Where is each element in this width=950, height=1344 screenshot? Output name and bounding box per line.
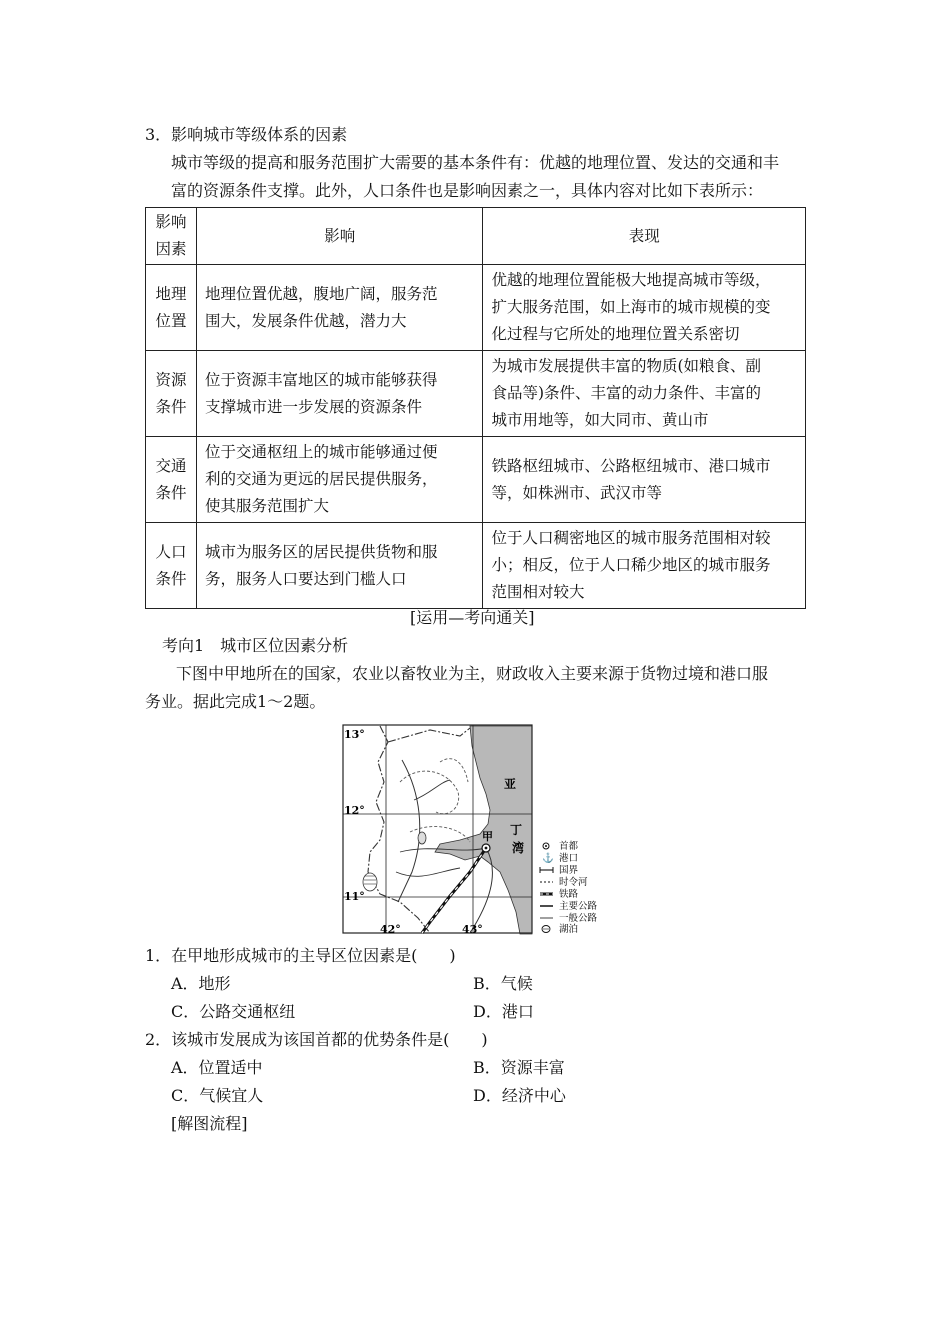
question-stem: 1．在甲地形成城市的主导区位因素是( ) <box>145 946 456 965</box>
map-svg <box>340 722 615 937</box>
factor-label: 地理 <box>155 284 187 303</box>
lat-label-13: 13° <box>344 728 365 741</box>
cell-line: 优越的地理位置能极大地提高城市等级， <box>491 271 771 289</box>
national-border <box>368 726 430 933</box>
cell-line: 位于交通枢纽上的城市能够通过便 <box>204 443 438 461</box>
cell-line: 位于资源丰富地区的城市能够获得 <box>204 370 438 389</box>
cell-line: 支撑城市进一步发展的资源条件 <box>204 397 422 416</box>
header-factor-line: 影响 <box>155 213 187 231</box>
factor-cell <box>146 351 197 437</box>
sea-label: 丁 <box>510 823 523 837</box>
flow-label: [解图流程] <box>171 1114 248 1133</box>
cell-line: 城市用地等，如大同市、黄山市 <box>491 411 709 429</box>
section-heading: 3．影响城市等级体系的因素 <box>145 125 348 144</box>
legend-label: 主要公路 <box>559 901 598 912</box>
factor-cell <box>146 437 197 523</box>
cell-line: 等，如株洲市、武汉市等 <box>491 483 662 502</box>
region-map <box>340 722 615 937</box>
lat-label-12: 12° <box>344 804 365 817</box>
minor-road <box>396 868 460 876</box>
seasonal-river <box>440 759 468 782</box>
national-border <box>388 728 470 742</box>
option-b[interactable]: B．资源丰富 <box>473 1058 565 1077</box>
cell-line: 地理位置优越，腹地广阔，服务范 <box>204 284 438 303</box>
map-legend <box>540 840 598 935</box>
option-d[interactable]: D．港口 <box>473 1002 534 1021</box>
cell-line: 化过程与它所处的地理位置关系密切 <box>491 325 740 343</box>
cell-line: 围大，发展条件优越，潜力大 <box>204 311 407 330</box>
performance-cell <box>483 437 806 523</box>
sea-label: 亚 <box>504 777 517 791</box>
impact-cell <box>196 265 483 351</box>
option-c[interactable]: C．公路交通枢纽 <box>171 1002 296 1021</box>
cell-line: 务，服务人口要达到门槛人口 <box>204 569 407 588</box>
factor-label: 资源 <box>155 370 187 389</box>
sea-label: 湾 <box>512 841 525 855</box>
table-row <box>146 523 806 609</box>
performance-cell <box>483 265 806 351</box>
cell-line: 使其服务范围扩大 <box>204 497 329 515</box>
cell-line: 范围相对较大 <box>491 583 585 601</box>
minor-road <box>414 780 450 800</box>
option-d[interactable]: D．经济中心 <box>473 1086 566 1105</box>
factor-label: 位置 <box>155 311 187 330</box>
cell-line: 食品等)条件、丰富的动力条件、丰富的 <box>491 384 762 402</box>
legend-label: 国界 <box>559 865 579 876</box>
header-performance: 表现 <box>483 208 806 265</box>
factor-cell <box>146 265 197 351</box>
factor-label: 条件 <box>155 397 187 416</box>
intro-text-line: 富的资源条件支撑。此外，人口条件也是影响因素之一，具体内容对比如下表所示： <box>171 181 764 200</box>
seasonal-river <box>400 771 459 814</box>
header-impact: 影响 <box>196 208 483 265</box>
practice-banner: [运用—考向通关] <box>410 608 535 627</box>
cell-line: 为城市发展提供丰富的物质(如粮食、副 <box>491 357 762 375</box>
factor-label: 条件 <box>155 483 187 502</box>
cell-line: 铁路枢纽城市、公路枢纽城市、港口城市 <box>491 456 771 475</box>
legend-label: 首都 <box>559 841 579 852</box>
option-c[interactable]: C．气候宜人 <box>171 1086 264 1105</box>
cell-line: 位于人口稠密地区的城市服务范围相对较 <box>491 529 771 547</box>
legend-label: 一般公路 <box>559 913 598 924</box>
lon-label-43: 43° <box>462 923 483 936</box>
legend-label: 时令河 <box>559 877 588 888</box>
lat-label-11: 11° <box>344 890 365 903</box>
table-row <box>146 265 806 351</box>
factors-table <box>145 207 806 609</box>
intro-text-line: 城市等级的提高和服务范围扩大需要的基本条件有：优越的地理位置、发达的交通和丰 <box>171 153 780 172</box>
option-b[interactable]: B．气候 <box>473 974 533 993</box>
cell-line: 城市为服务区的居民提供货物和服 <box>204 542 438 561</box>
performance-cell <box>483 523 806 609</box>
factor-label: 交通 <box>155 456 187 475</box>
impact-cell <box>196 523 483 609</box>
legend-label: 湖泊 <box>559 924 579 935</box>
header-factor <box>146 208 197 265</box>
impact-cell <box>196 437 483 523</box>
legend-label: 港口 <box>559 853 579 864</box>
cell-line: 小；相反，位于人口稀少地区的城市服务 <box>491 556 771 574</box>
cell-line: 利的交通为更远的居民提供服务， <box>204 470 438 488</box>
cell-line: 扩大服务范围，如上海市的城市规模的变 <box>491 298 771 316</box>
performance-cell <box>483 351 806 437</box>
table-row <box>146 351 806 437</box>
option-a[interactable]: A．地形 <box>171 974 231 993</box>
table-header-row <box>146 208 806 265</box>
factor-label: 条件 <box>155 569 187 588</box>
direction-title: 考向1 城市区位因素分析 <box>162 636 349 655</box>
factor-cell <box>146 523 197 609</box>
lon-label-42: 42° <box>380 923 401 936</box>
impact-cell <box>196 351 483 437</box>
anchor-icon: ⚓ <box>542 853 554 864</box>
header-factor-line: 因素 <box>155 240 187 258</box>
legend-label: 铁路 <box>559 889 579 900</box>
factor-label: 人口 <box>155 542 187 561</box>
question-stem: 2．该城市发展成为该国首都的优势条件是( ) <box>145 1030 488 1049</box>
lake <box>418 832 426 844</box>
prompt-line: 务业。据此完成1～2题。 <box>145 692 326 711</box>
option-a[interactable]: A．位置适中 <box>171 1058 263 1077</box>
city-label: 甲 <box>482 830 493 843</box>
prompt-line: 下图中甲地所在的国家，农业以畜牧业为主，财政收入主要来源于货物过境和港口服 <box>176 664 769 683</box>
table-row <box>146 437 806 523</box>
